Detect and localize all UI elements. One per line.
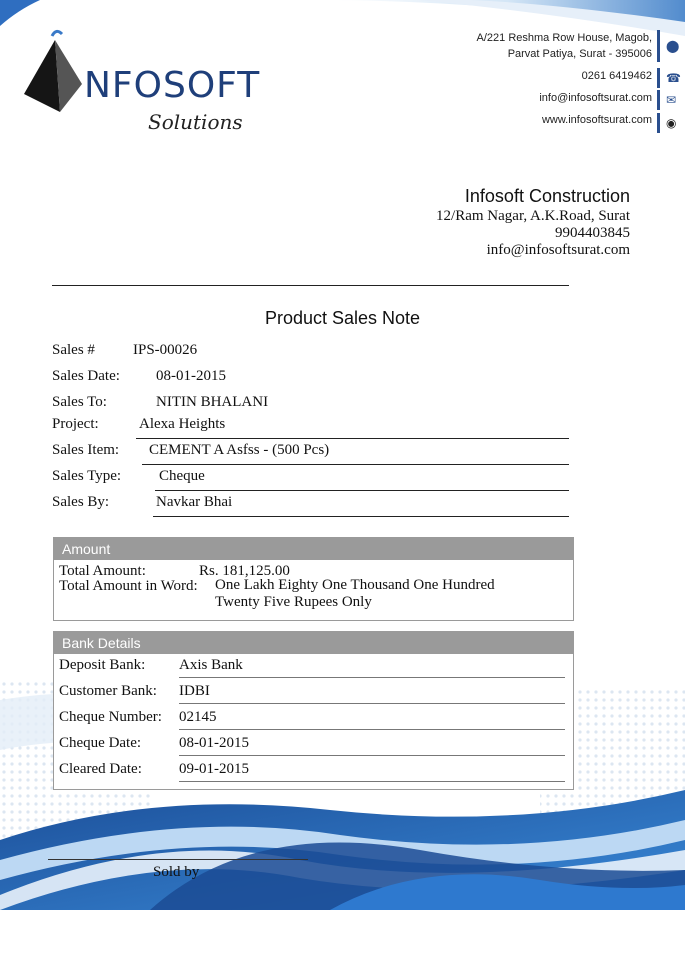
page-title: Product Sales Note	[264, 308, 421, 328]
sales-by-value: Navkar Bhai	[156, 494, 233, 510]
cleared-date-label: Cleared Date:	[59, 761, 142, 777]
sales-to-label: Sales To:	[52, 394, 107, 410]
cleared-date-value: 09-01-2015	[179, 761, 249, 777]
logo-subtitle: Solutions	[148, 110, 243, 134]
company-email: info@infosoftsurat.com	[486, 242, 630, 258]
logo-text: NFOSOFT	[84, 65, 261, 106]
location-icon: ⬤	[657, 30, 685, 62]
bank-row-customer-bank	[59, 681, 570, 705]
deposit-bank-value: Axis Bank	[179, 657, 243, 673]
contact-address-line1: A/221 Reshma Row House, Magob,	[476, 32, 652, 44]
company-phone: 9904403845	[555, 225, 630, 241]
project-underline	[136, 438, 569, 439]
cheque-number-label: Cheque Number:	[59, 709, 162, 725]
bank-row-cheque-date	[59, 733, 570, 757]
project-value: Alexa Heights	[139, 416, 226, 432]
sales-type-underline	[155, 490, 569, 491]
amount-section	[53, 537, 574, 621]
globe-icon: ◉	[657, 113, 685, 133]
deposit-bank-underline	[179, 677, 565, 678]
field-sales-date	[52, 368, 572, 390]
sales-item-label: Sales Item:	[52, 442, 120, 458]
customer-bank-underline	[179, 703, 565, 704]
logo-triangle-icon	[22, 24, 92, 114]
sales-no-label: Sales #	[52, 342, 95, 358]
amount-words-label: Total Amount in Word:	[59, 578, 198, 594]
sales-date-label: Sales Date:	[52, 368, 120, 384]
total-amount-value: Rs. 181,125.00	[199, 563, 290, 579]
cheque-number-underline	[179, 729, 565, 730]
field-sales-type	[52, 468, 572, 490]
header-contact	[477, 30, 652, 128]
sales-no-value: IPS-00026	[133, 342, 198, 358]
phone-icon: ☎	[657, 68, 685, 88]
sales-type-value: Cheque	[159, 468, 205, 484]
total-amount-label: Total Amount:	[59, 563, 146, 579]
cheque-date-value: 08-01-2015	[179, 735, 249, 751]
field-sales-item	[52, 442, 572, 464]
sales-date-value: 08-01-2015	[156, 368, 226, 384]
deposit-bank-label: Deposit Bank:	[59, 657, 146, 673]
sales-by-underline	[153, 516, 569, 517]
sales-to-value: NITIN BHALANI	[156, 394, 269, 410]
bank-row-cleared-date	[59, 759, 570, 783]
contact-address-line2: Parvat Patiya, Surat - 395006	[507, 48, 652, 60]
project-label: Project:	[52, 416, 99, 432]
sales-item-underline	[142, 464, 569, 465]
amount-header: Amount	[54, 538, 573, 560]
company-name: Infosoft Construction	[464, 186, 630, 206]
mail-icon: ✉	[657, 90, 685, 110]
sales-type-label: Sales Type:	[52, 468, 122, 484]
header-divider	[52, 285, 569, 286]
customer-bank-label: Customer Bank:	[59, 683, 157, 699]
cheque-date-underline	[179, 755, 565, 756]
sold-by-label: Sold by	[153, 864, 200, 880]
bank-row-cheque-number	[59, 707, 570, 731]
sales-item-value: CEMENT A Asfss - (500 Pcs)	[149, 442, 330, 458]
signature-line	[48, 859, 308, 860]
company-address: 12/Ram Nagar, A.K.Road, Surat	[436, 208, 630, 224]
sales-by-label: Sales By:	[52, 494, 110, 510]
contact-website: www.infosoftsurat.com	[541, 114, 652, 126]
company-block	[436, 184, 630, 259]
customer-bank-value: IDBI	[179, 683, 210, 699]
cheque-number-value: 02145	[179, 709, 217, 725]
contact-email: info@infosoftsurat.com	[539, 92, 652, 104]
contact-phone: 0261 6419462	[581, 70, 652, 82]
amount-words-line2: Twenty Five Rupees Only	[215, 594, 372, 610]
field-sales-by	[52, 494, 572, 516]
company-logo	[22, 24, 261, 134]
cleared-date-underline	[179, 781, 565, 782]
field-project	[52, 416, 572, 438]
amount-words-line1: One Lakh Eighty One Thousand One Hundred	[215, 577, 495, 593]
cheque-date-label: Cheque Date:	[59, 735, 142, 751]
field-sales-no	[52, 342, 572, 364]
bank-details-header: Bank Details	[54, 632, 573, 654]
bank-details-section	[53, 631, 574, 790]
bank-row-deposit-bank	[59, 655, 570, 679]
field-sales-to	[52, 394, 572, 416]
